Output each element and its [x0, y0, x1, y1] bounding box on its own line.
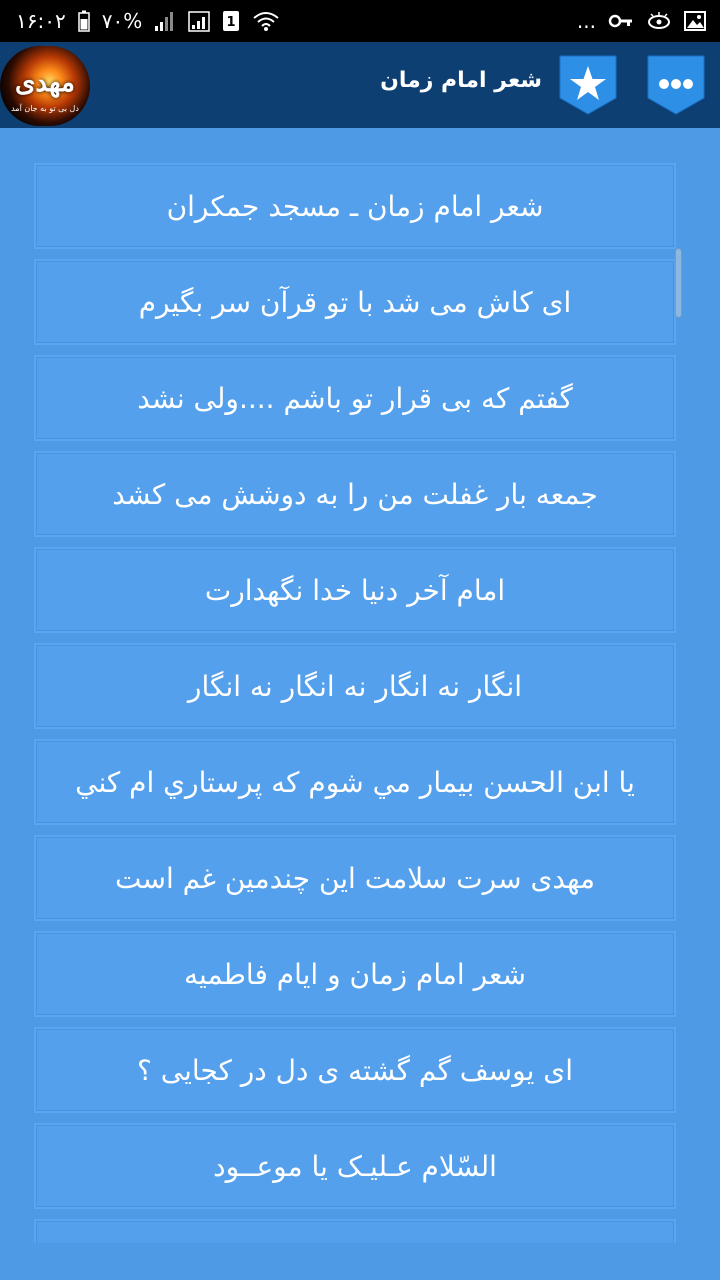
list-item[interactable]: مهدی سرت سلامت این چندمین غم است [34, 835, 676, 921]
app-logo[interactable] [0, 46, 90, 126]
wifi-icon [252, 9, 280, 33]
battery-icon [78, 9, 90, 33]
list-item[interactable]: گفتم که بی قرار تو باشم ....ولی نشد [34, 355, 676, 441]
app-title: شعر امام زمان [380, 68, 542, 93]
list-item[interactable]: شعر امام زمان ـ مسجد جمکران [34, 163, 676, 249]
app-bar [0, 42, 720, 128]
status-bar [0, 0, 720, 42]
scrollbar[interactable] [675, 248, 682, 318]
status-right [577, 9, 706, 33]
battery-level: ۷۰% [101, 9, 143, 33]
list-item[interactable]: شعر امام زمان و ایام فاطمیه [34, 931, 676, 1017]
list-item[interactable]: انگار نه انگار نه انگار نه انگار [34, 643, 676, 729]
list-item[interactable]: ای یوسف گم گشته ی دل در کجایی ؟ [34, 1027, 676, 1113]
more-button[interactable] [644, 52, 708, 118]
eye-comfort-icon [646, 9, 672, 33]
list-item[interactable]: امام آخر دنیا خدا نگهدارت [34, 547, 676, 633]
list-item[interactable]: السّلام عـلیـک یا موعــود [34, 1123, 676, 1209]
poem-list[interactable] [34, 163, 676, 1243]
star-icon [556, 52, 620, 118]
status-time: ۱۶:۰۲ [16, 9, 66, 33]
more-dots-icon [644, 52, 708, 118]
list-item[interactable]: ای کاش می شد با تو قرآن سر بگیرم [34, 259, 676, 345]
overflow-dots: ... [576, 9, 596, 33]
logo-text: مهدی [15, 68, 75, 98]
image-notification-icon [684, 9, 706, 33]
status-left [16, 9, 280, 33]
signal-icon-sim2 [188, 9, 210, 33]
favorites-button[interactable] [556, 52, 620, 118]
list-item[interactable] [34, 1219, 676, 1243]
sim-badge-text: 1 [226, 15, 236, 30]
key-icon [608, 9, 634, 33]
logo-subtext: دل بی تو به جان آمد [11, 104, 79, 113]
list-item[interactable]: جمعه بار غفلت من را به دوشش می کشد [34, 451, 676, 537]
sim-badge-icon [222, 9, 240, 33]
signal-icon [154, 9, 176, 33]
list-item[interactable]: يا ابن الحسن بيمار مي شوم كه پرستاري ام كني [34, 739, 676, 825]
